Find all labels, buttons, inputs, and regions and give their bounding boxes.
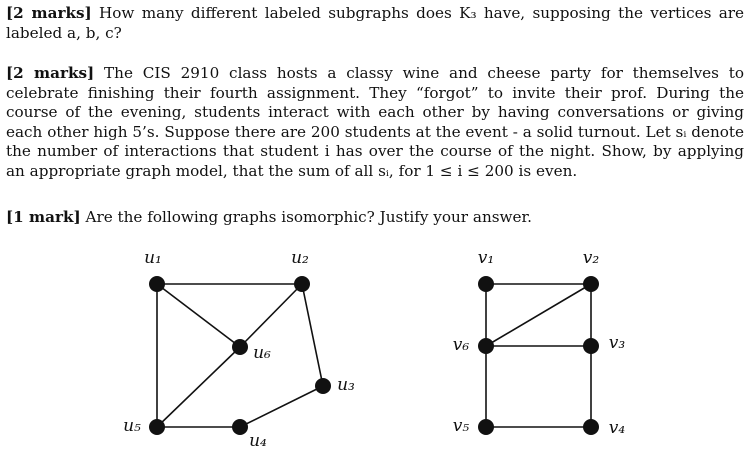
- graph-v-label-v2: v₂: [582, 248, 600, 268]
- graph-v-vertex-v6: [478, 338, 494, 354]
- graph-u-label-u3: u₃: [337, 375, 355, 395]
- graph-v-vertex-v4: [583, 419, 599, 435]
- question-3-text: Are the following graphs isomorphic? Justify your answer.: [85, 208, 532, 226]
- graph-u-edge-u1-u6: [157, 284, 240, 347]
- graph-v-label-v1: v₁: [477, 248, 495, 268]
- question-1-marks: [2 marks]: [6, 4, 92, 22]
- question-1-text: How many different labeled subgraphs does K₃ have, supposing the vertices are labeled a, b, c?: [6, 4, 744, 42]
- graph-u-vertex-u6: [232, 339, 248, 355]
- graph-u-vertex-u3: [315, 378, 331, 394]
- graph-v-vertex-v1: [478, 276, 494, 292]
- graph-v-label-v3: v₃: [608, 333, 626, 353]
- graph-u-edge-u3-u4: [240, 386, 323, 427]
- graph-v-vertex-v5: [478, 419, 494, 435]
- graph-u-label-u4: u₄: [249, 431, 267, 451]
- graph-u-label-u2: u₂: [291, 248, 309, 268]
- question-2-text: The CIS 2910 class hosts a classy wine and cheese party for themselves to celebrate finishing their fourth assignment. They “forgot” to invite their prof. During the course of the evening, students interact with each other by having conversations or giving each other high 5’s. Suppose there are 200 students at the event - a solid turnout. Let sᵢ denote the number of interactions that student i has over the course of the night. Show, by applying an appropriate graph model, that the sum of all sᵢ, for 1 ≤ i ≤ 200 is even.: [6, 64, 745, 180]
- question-2-marks: [2 marks]: [6, 64, 95, 82]
- graph-v-label-v4: v₄: [608, 418, 626, 438]
- graph-v-vertex-v3: [583, 338, 599, 354]
- graph-v-edge-v2-v6: [486, 284, 591, 346]
- graph-u-edge-u5-u6: [157, 347, 240, 427]
- graph-u-vertex-u5: [149, 419, 165, 435]
- graph-u-vertex-u4: [232, 419, 248, 435]
- graph-u-vertex-u1: [149, 276, 165, 292]
- graph-u-label-u1: u₁: [144, 248, 162, 268]
- graph-u-label-u5: u₅: [123, 416, 141, 436]
- graph-v-vertex-v2: [583, 276, 599, 292]
- graph-u-label-u6: u₆: [253, 343, 271, 363]
- question-3-marks: [1 mark]: [6, 208, 81, 226]
- graph-u-edge-u2-u6: [240, 284, 302, 347]
- graph-v-label-v5: v₅: [452, 416, 470, 436]
- graph-u-edge-u2-u3: [302, 284, 323, 386]
- graph-v-label-v6: v₆: [452, 335, 470, 355]
- graph-u-vertex-u2: [294, 276, 310, 292]
